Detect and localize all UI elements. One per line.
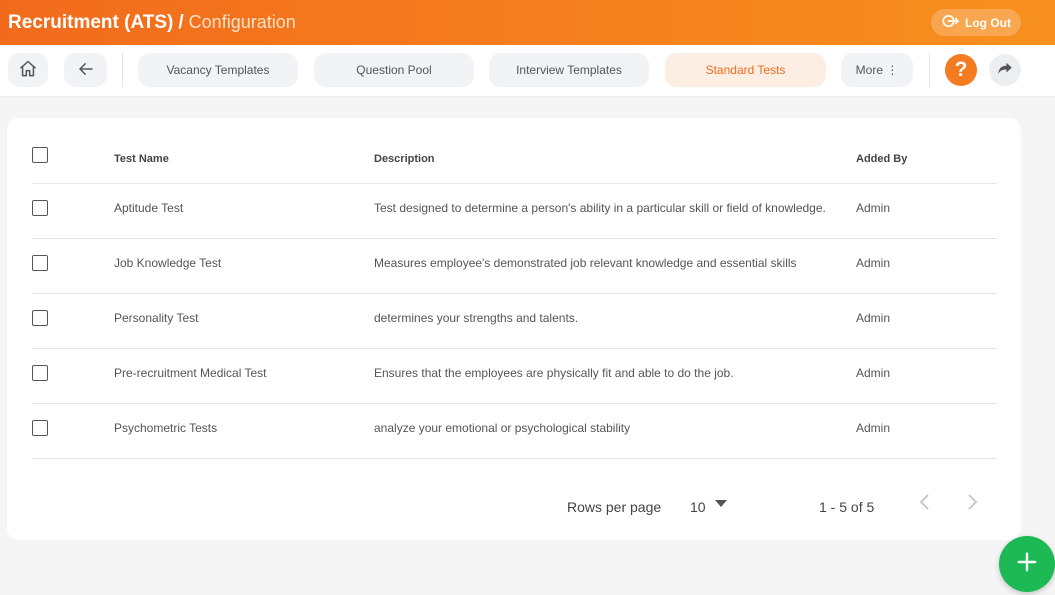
added-by-cell: Admin [856,201,891,215]
next-page-button[interactable] [960,490,984,514]
logout-label: Log Out [965,15,1011,30]
test-name-cell[interactable]: Aptitude Test [114,201,184,215]
title-separator: / [178,11,184,33]
chevron-right-icon [960,501,984,518]
nav-bar [0,45,1055,97]
nav-divider [929,53,930,87]
app-title: Recruitment (ATS) [8,11,174,33]
back-button[interactable] [64,53,107,87]
row-divider [32,403,997,404]
row-divider [32,458,997,459]
added-by-cell: Admin [856,311,891,325]
share-arrow-icon [996,59,1014,82]
added-by-cell: Admin [856,366,891,380]
plus-icon [1016,551,1038,578]
top-bar [0,0,1055,45]
row-divider [32,293,997,294]
added-by-cell: Admin [856,256,891,270]
description-cell: Measures employee's demonstrated job relevant knowledge and essential skills [374,256,797,270]
home-button[interactable] [8,53,48,87]
rows-per-page-select[interactable]: 10 [690,499,706,515]
column-header-description[interactable]: Description [374,153,435,165]
description-cell: Ensures that the employees are physically fit and able to do the job. [374,366,734,380]
column-header-test-name[interactable]: Test Name [114,153,169,165]
tab-question-pool[interactable]: Question Pool [314,53,474,87]
nav-divider [122,53,123,87]
row-checkbox[interactable] [32,200,48,216]
row-checkbox[interactable] [32,420,48,436]
row-checkbox[interactable] [32,365,48,381]
more-menu-button[interactable]: More ⋮ [841,53,913,87]
logout-icon [941,12,959,33]
home-icon [18,59,38,82]
description-cell: analyze your emotional or psychological stability [374,421,631,435]
previous-page-button[interactable] [913,490,937,514]
caret-down-icon[interactable] [715,500,727,507]
tab-interview-templates[interactable]: Interview Templates [489,53,649,87]
row-divider [32,183,997,184]
test-name-cell[interactable]: Psychometric Tests [114,421,218,435]
row-checkbox[interactable] [32,255,48,271]
description-cell: Test designed to determine a person's ability in a particular skill or field of knowledge. [374,201,826,215]
help-button[interactable]: ? [945,54,977,86]
row-divider [32,348,997,349]
select-all-checkbox[interactable] [32,147,48,163]
arrow-left-icon [77,60,95,81]
row-divider [32,238,997,239]
tab-vacancy-templates[interactable]: Vacancy Templates [138,53,298,87]
test-name-cell[interactable]: Pre-recruitment Medical Test [114,366,267,380]
test-name-cell[interactable]: Job Knowledge Test [114,256,222,270]
add-test-button[interactable] [999,536,1055,592]
description-cell: determines your strengths and talents. [374,311,579,325]
added-by-cell: Admin [856,421,891,435]
row-checkbox[interactable] [32,310,48,326]
test-name-cell[interactable]: Personality Test [114,311,199,325]
section-title: Configuration [188,12,296,32]
rows-per-page-label: Rows per page [567,499,662,515]
share-button[interactable] [989,54,1021,86]
column-header-added-by[interactable]: Added By [856,153,908,165]
pagination-range: 1 - 5 of 5 [819,499,875,515]
chevron-left-icon [913,501,937,518]
logout-button[interactable] [931,9,1021,36]
tab-standard-tests[interactable]: Standard Tests [665,53,826,87]
tests-table-card [7,118,1021,540]
